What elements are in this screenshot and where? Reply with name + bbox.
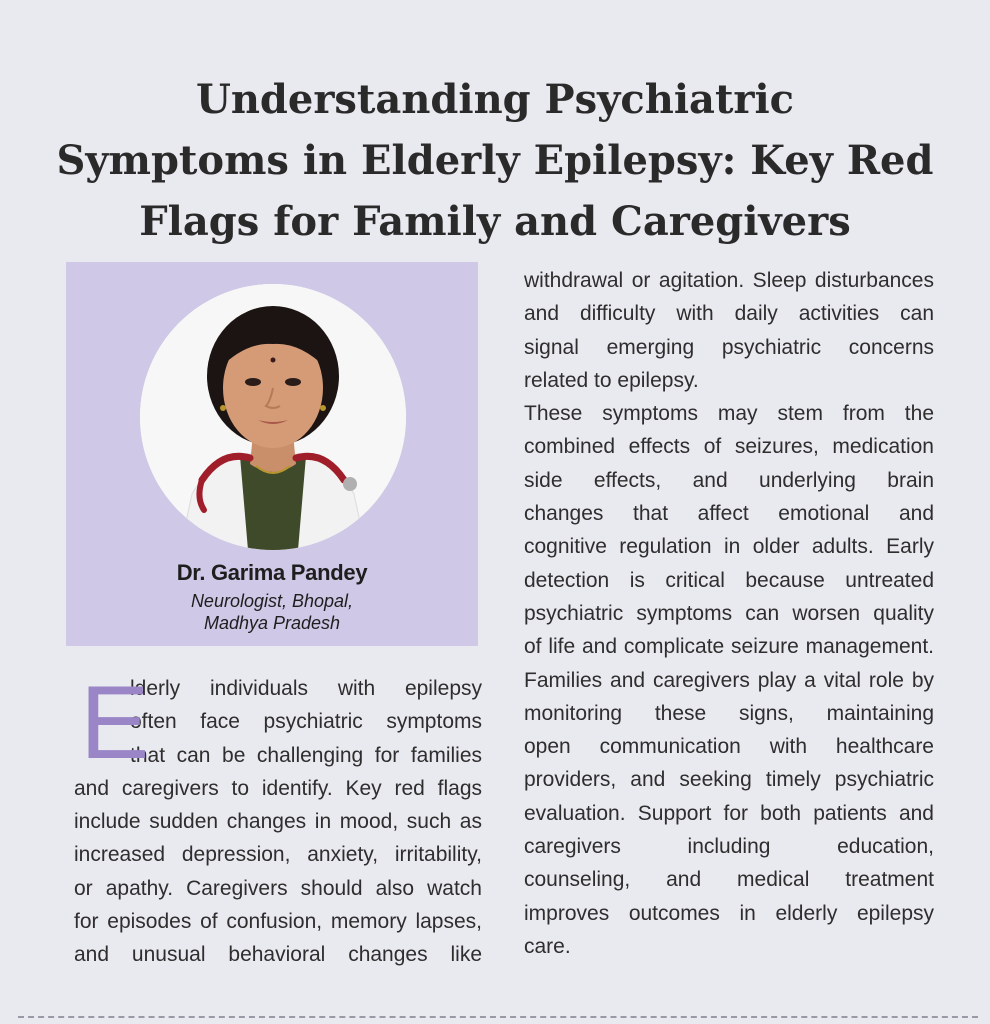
article-line: and unusual behavioral changes like [74, 943, 482, 967]
section-divider [18, 1016, 978, 1018]
article-line: often face psychiatric symptoms [130, 710, 482, 734]
drop-cap: E [80, 665, 150, 781]
article-line: monitoring these signs, maintaining [524, 701, 934, 725]
article-line: and difficulty with daily activities can [524, 302, 934, 326]
article-line: signal emerging psychiatric concerns [524, 335, 934, 359]
article-line: related to epilepsy. [524, 368, 699, 392]
article-line: care. [524, 934, 571, 958]
article-line: detection is critical because untreated [524, 568, 934, 592]
article-column-right [524, 264, 934, 963]
author-role-line: Madhya Pradesh [203, 613, 341, 633]
article-line: that can be challenging for families [130, 743, 482, 767]
article-line: providers, and seeking timely psychiatric [524, 768, 934, 792]
article-line: psychiatric symptoms can worsen quality [524, 601, 934, 625]
author-role-line: Neurologist, Bhopal, [190, 591, 354, 611]
article-line: include sudden changes in mood, such as [74, 810, 482, 834]
title-line: Understanding Psychiatric [195, 75, 795, 123]
article-title [30, 69, 960, 252]
article-line: lderly individuals with epilepsy [130, 677, 482, 700]
article-line: caregivers including education, [524, 835, 934, 859]
title-line: Symptoms in Elderly Epilepsy: Key Red [56, 136, 934, 184]
author-role [66, 590, 478, 634]
author-photo [140, 284, 406, 550]
article-line: or apathy. Caregivers should also watch [74, 876, 482, 900]
article-line: Families and caregivers play a vital role by [524, 668, 934, 692]
author-portrait-image [140, 284, 406, 550]
article-line: open communication with healthcare [524, 735, 934, 759]
article-line: withdrawal or agitation. Sleep disturbances [524, 269, 934, 292]
article-line: of life and complicate seizure management. [524, 635, 934, 659]
article-line: combined effects of seizures, medication [524, 435, 934, 459]
article-line: improves outcomes in elderly epilepsy [524, 901, 934, 925]
article-line: counseling, and medical treatment [524, 868, 934, 892]
article-line: side effects, and underlying brain [524, 468, 934, 492]
article-line: changes that affect emotional and [524, 502, 934, 526]
article-line: cognitive regulation in older adults. Early [524, 535, 934, 559]
author-card [66, 262, 478, 646]
article-line: increased depression, anxiety, irritability, [74, 843, 482, 867]
article-column-left [74, 665, 482, 972]
article-line: for episodes of confusion, memory lapses, [74, 910, 482, 934]
article-line: evaluation. Support for both patients and [524, 801, 934, 825]
title-line: Flags for Family and Caregivers [139, 197, 851, 245]
author-name: Dr. Garima Pandey [176, 560, 368, 585]
article-line: and caregivers to identify. Key red flags [74, 776, 482, 800]
article-line: These symptoms may stem from the [524, 402, 934, 426]
